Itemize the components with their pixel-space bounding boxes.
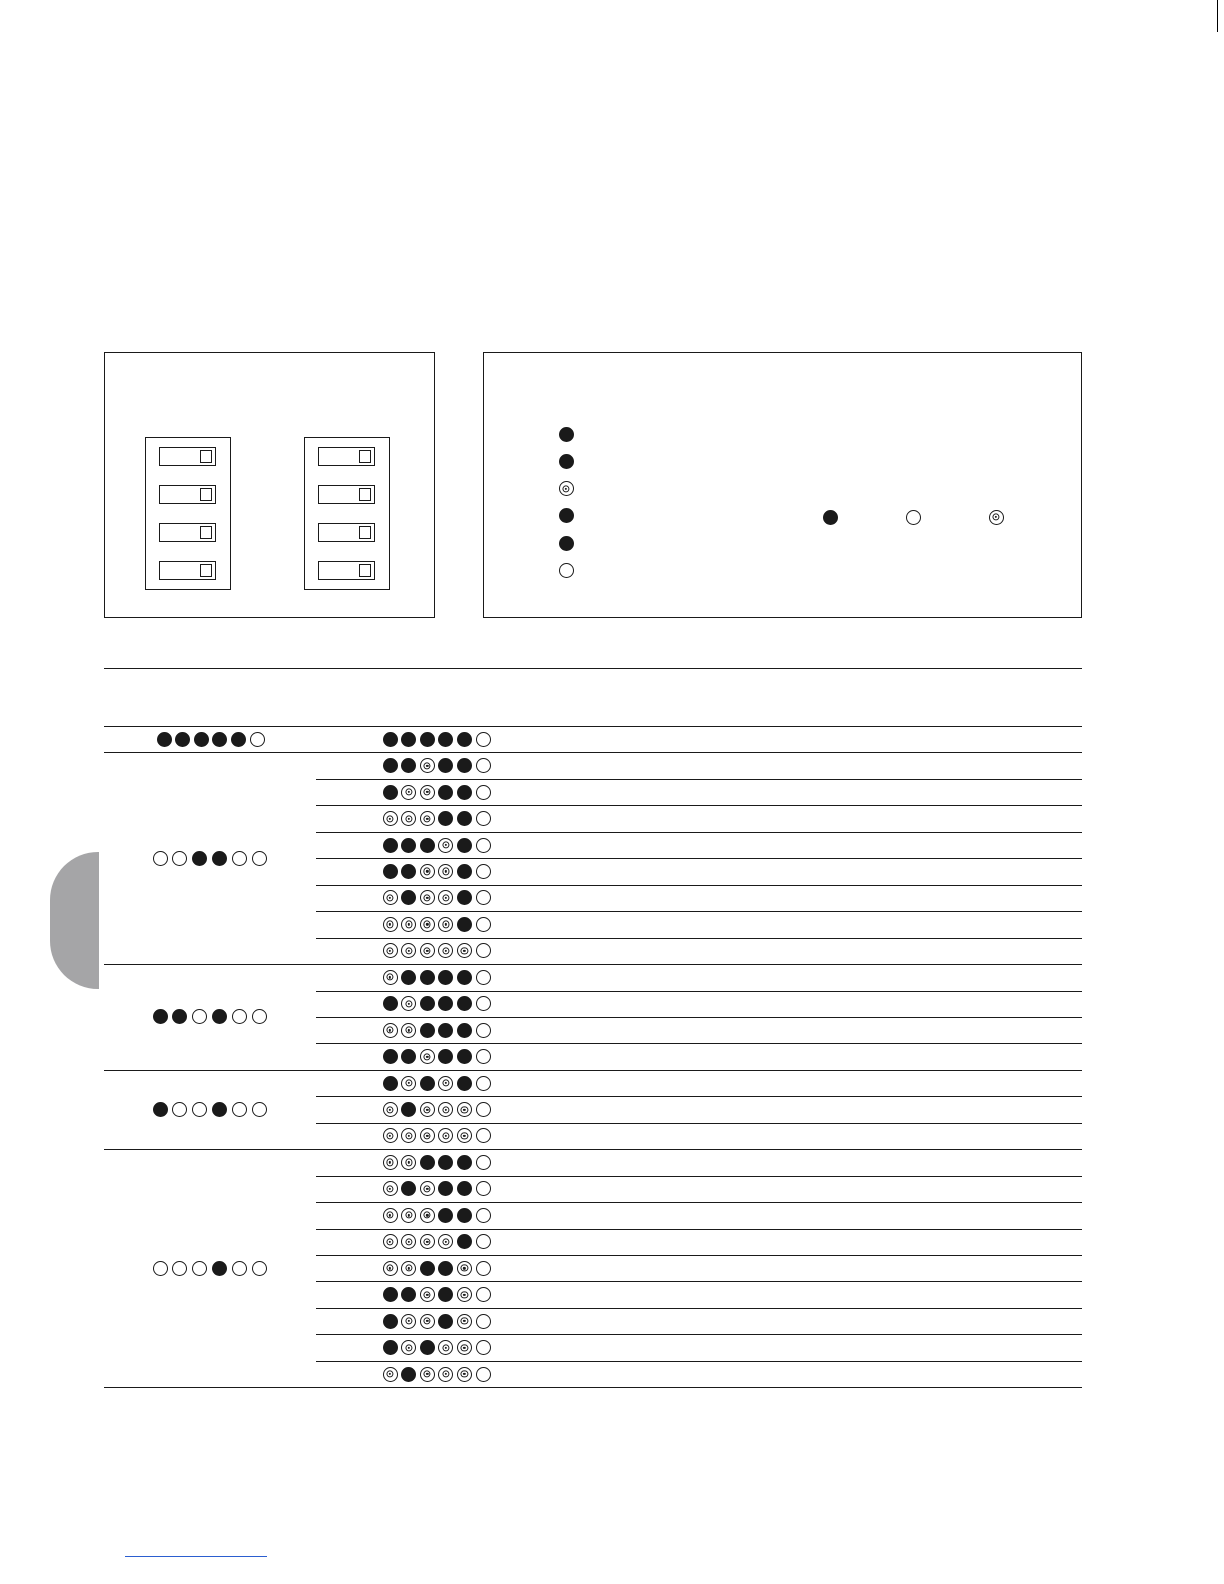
led-on-icon: [212, 1102, 227, 1117]
led-off-icon: [476, 1023, 491, 1038]
led-blink-icon: [438, 1234, 453, 1249]
led-off-icon: [476, 890, 491, 905]
led-blink-icon: [383, 917, 398, 932]
led-off-icon: [232, 1102, 247, 1117]
led-on-icon: [457, 732, 472, 747]
led-blink-icon: [457, 1102, 472, 1117]
led-on-icon: [457, 1076, 472, 1091]
led-blink-icon: [383, 1181, 398, 1196]
led-on-icon: [420, 838, 435, 853]
led-on-icon: [438, 996, 453, 1011]
led-blink-icon: [401, 1208, 416, 1223]
led-off-icon: [476, 864, 491, 879]
legend-led-on-icon: [559, 454, 574, 469]
led-on-icon: [438, 1261, 453, 1276]
legend-led-off-icon: [559, 563, 574, 578]
led-blink-icon: [420, 1049, 435, 1064]
table-row-rule: [316, 1202, 1082, 1203]
led-on-icon: [383, 1287, 398, 1302]
led-on-icon: [438, 732, 453, 747]
led-off-icon: [232, 851, 247, 866]
led-blink-icon: [383, 1261, 398, 1276]
led-blink-icon: [420, 1287, 435, 1302]
led-off-icon: [476, 1314, 491, 1329]
led-blink-icon: [420, 1314, 435, 1329]
led-blink-icon: [401, 1314, 416, 1329]
led-on-icon: [457, 1155, 472, 1170]
led-off-icon: [476, 1367, 491, 1382]
led-on-icon: [438, 1155, 453, 1170]
led-off-icon: [476, 943, 491, 958]
led-blink-icon: [438, 1102, 453, 1117]
led-blink-icon: [420, 1367, 435, 1382]
led-on-icon: [438, 811, 453, 826]
led-on-icon: [457, 785, 472, 800]
led-off-icon: [172, 851, 187, 866]
table-row-rule: [316, 1229, 1082, 1230]
legend-led-on-icon: [559, 508, 574, 523]
led-on-icon: [172, 1009, 187, 1024]
legend-led-blink-icon: [559, 481, 574, 496]
led-on-icon: [212, 732, 227, 747]
led-on-icon: [401, 732, 416, 747]
led-off-icon: [476, 970, 491, 985]
table-row-rule: [316, 779, 1082, 780]
table-row-rule: [316, 938, 1082, 939]
led-on-icon: [420, 1340, 435, 1355]
led-blink-icon: [401, 1076, 416, 1091]
led-blink-icon: [438, 1076, 453, 1091]
led-on-icon: [420, 732, 435, 747]
led-off-icon: [153, 851, 168, 866]
led-on-icon: [383, 1049, 398, 1064]
led-on-icon: [401, 1102, 416, 1117]
led-on-icon: [457, 864, 472, 879]
table-row-rule: [316, 805, 1082, 806]
led-on-icon: [457, 1049, 472, 1064]
table-row-rule: [316, 1361, 1082, 1362]
led-blink-icon: [420, 1102, 435, 1117]
led-off-icon: [476, 1261, 491, 1276]
led-blink-icon: [420, 890, 435, 905]
led-on-icon: [383, 996, 398, 1011]
led-off-icon: [476, 1340, 491, 1355]
led-blink-icon: [401, 811, 416, 826]
led-blink-icon: [457, 1287, 472, 1302]
led-on-icon: [212, 851, 227, 866]
dip-bank-left: [145, 437, 231, 590]
led-blink-icon: [420, 811, 435, 826]
led-on-icon: [420, 996, 435, 1011]
led-blink-icon: [383, 1155, 398, 1170]
led-blink-icon: [420, 1181, 435, 1196]
table-header-rule: [104, 726, 1082, 727]
legend-led-on-icon: [559, 536, 574, 551]
led-off-icon: [476, 917, 491, 932]
table-row-rule: [316, 911, 1082, 912]
led-on-icon: [457, 1234, 472, 1249]
led-blink-icon: [438, 864, 453, 879]
led-on-icon: [192, 851, 207, 866]
led-off-icon: [192, 1009, 207, 1024]
led-on-icon: [383, 758, 398, 773]
led-on-icon: [194, 732, 209, 747]
led-blink-icon: [457, 1128, 472, 1143]
table-top-rule: [104, 668, 1082, 669]
led-on-icon: [457, 1181, 472, 1196]
led-on-icon: [438, 1287, 453, 1302]
led-blink-icon: [401, 1128, 416, 1143]
table-row-rule: [316, 1096, 1082, 1097]
led-blink-icon: [457, 1340, 472, 1355]
led-blink-icon: [438, 1128, 453, 1143]
led-off-icon: [252, 851, 267, 866]
dip-switch[interactable]: [318, 523, 375, 542]
table-row-rule: [316, 1281, 1082, 1282]
led-off-icon: [476, 1181, 491, 1196]
dip-switch-knob: [359, 526, 371, 539]
led-off-icon: [476, 1234, 491, 1249]
dip-switch-knob: [200, 564, 212, 577]
table-row-rule: [316, 1043, 1082, 1044]
led-off-icon: [192, 1261, 207, 1276]
led-off-icon: [476, 811, 491, 826]
dip-switch-knob: [200, 526, 212, 539]
led-on-icon: [383, 785, 398, 800]
table-row-rule: [316, 885, 1082, 886]
legend-led-on-icon: [559, 427, 574, 442]
led-blink-icon: [420, 1128, 435, 1143]
table-row-rule: [316, 991, 1082, 992]
led-on-icon: [420, 970, 435, 985]
led-blink-icon: [401, 785, 416, 800]
footer-rule: [125, 1556, 267, 1557]
table-group-rule: [104, 1387, 1082, 1388]
table-group-rule: [104, 752, 1082, 753]
led-on-icon: [420, 1023, 435, 1038]
led-blink-icon: [457, 1367, 472, 1382]
led-blink-icon: [457, 1314, 472, 1329]
led-off-icon: [192, 1102, 207, 1117]
led-blink-icon: [401, 1261, 416, 1276]
led-blink-icon: [401, 1155, 416, 1170]
led-blink-icon: [383, 1023, 398, 1038]
led-on-icon: [153, 1009, 168, 1024]
led-blink-icon: [420, 758, 435, 773]
led-off-icon: [476, 1128, 491, 1143]
dip-switch-knob: [359, 564, 371, 577]
dip-switch[interactable]: [318, 485, 375, 504]
led-blink-icon: [457, 943, 472, 958]
dip-switch[interactable]: [318, 561, 375, 580]
led-blink-icon: [383, 970, 398, 985]
led-off-icon: [250, 732, 265, 747]
dip-switch-knob: [359, 488, 371, 501]
led-off-icon: [153, 1261, 168, 1276]
led-on-icon: [401, 970, 416, 985]
led-on-icon: [401, 864, 416, 879]
led-off-icon: [172, 1261, 187, 1276]
led-on-icon: [438, 1049, 453, 1064]
led-off-icon: [476, 1102, 491, 1117]
dip-switch-knob: [359, 450, 371, 463]
led-blink-icon: [420, 1234, 435, 1249]
led-on-icon: [212, 1261, 227, 1276]
led-blink-icon: [383, 1234, 398, 1249]
table-row-rule: [316, 832, 1082, 833]
led-on-icon: [231, 732, 246, 747]
led-blink-icon: [438, 838, 453, 853]
table-group-rule: [104, 1070, 1082, 1071]
led-blink-icon: [438, 890, 453, 905]
led-on-icon: [175, 732, 190, 747]
led-blink-icon: [383, 1367, 398, 1382]
table-row-rule: [316, 1123, 1082, 1124]
led-off-icon: [476, 1287, 491, 1302]
led-off-icon: [476, 838, 491, 853]
dip-switch[interactable]: [318, 447, 375, 466]
led-off-icon: [476, 1208, 491, 1223]
table-row-rule: [316, 858, 1082, 859]
led-off-icon: [476, 732, 491, 747]
led-off-icon: [476, 785, 491, 800]
led-blink-icon: [401, 1340, 416, 1355]
led-blink-icon: [401, 1023, 416, 1038]
led-on-icon: [401, 1049, 416, 1064]
led-blink-icon: [420, 785, 435, 800]
led-off-icon: [476, 1155, 491, 1170]
led-blink-icon: [401, 917, 416, 932]
led-off-icon: [252, 1261, 267, 1276]
led-off-icon: [232, 1009, 247, 1024]
led-off-icon: [476, 758, 491, 773]
led-off-icon: [476, 996, 491, 1011]
led-on-icon: [383, 1314, 398, 1329]
led-on-icon: [401, 890, 416, 905]
led-on-icon: [401, 1367, 416, 1382]
led-blink-icon: [420, 1208, 435, 1223]
led-on-icon: [420, 1076, 435, 1091]
led-blink-icon: [438, 1340, 453, 1355]
led-blink-icon: [383, 1128, 398, 1143]
led-on-icon: [153, 1102, 168, 1117]
dip-switch[interactable]: [159, 561, 216, 580]
dip-bank-right: [304, 437, 390, 590]
led-blink-icon: [420, 943, 435, 958]
led-blink-icon: [383, 890, 398, 905]
led-blink-icon: [420, 917, 435, 932]
table-row-rule: [316, 1255, 1082, 1256]
dip-switch[interactable]: [159, 447, 216, 466]
table-row-rule: [316, 1334, 1082, 1335]
led-on-icon: [438, 970, 453, 985]
led-on-icon: [457, 890, 472, 905]
led-on-icon: [383, 1340, 398, 1355]
led-on-icon: [457, 811, 472, 826]
led-on-icon: [457, 970, 472, 985]
dip-switch-knob: [200, 488, 212, 501]
legend-key-off-icon: [906, 510, 921, 525]
table-row-rule: [316, 1176, 1082, 1177]
led-blink-icon: [383, 943, 398, 958]
led-blink-icon: [401, 1234, 416, 1249]
table-group-rule: [104, 1149, 1082, 1150]
led-on-icon: [438, 1208, 453, 1223]
legend-key-blink-icon: [989, 510, 1004, 525]
led-on-icon: [420, 1155, 435, 1170]
led-blink-icon: [438, 917, 453, 932]
led-on-icon: [401, 1287, 416, 1302]
led-blink-icon: [401, 943, 416, 958]
led-on-icon: [401, 1181, 416, 1196]
led-on-icon: [438, 1023, 453, 1038]
led-blink-icon: [383, 1208, 398, 1223]
chapter-tab: [50, 852, 99, 989]
led-on-icon: [438, 1314, 453, 1329]
led-on-icon: [383, 1076, 398, 1091]
table-group-rule: [104, 964, 1082, 965]
led-on-icon: [438, 758, 453, 773]
crop-mark: [1217, 0, 1218, 32]
led-on-icon: [157, 732, 172, 747]
led-on-icon: [457, 1023, 472, 1038]
table-row-rule: [316, 1017, 1082, 1018]
legend-key-on-icon: [823, 510, 838, 525]
led-blink-icon: [457, 1261, 472, 1276]
dip-switch[interactable]: [159, 485, 216, 504]
led-blink-icon: [420, 864, 435, 879]
table-row-rule: [316, 1308, 1082, 1309]
led-on-icon: [438, 1181, 453, 1196]
led-off-icon: [232, 1261, 247, 1276]
led-on-icon: [383, 838, 398, 853]
led-on-icon: [383, 864, 398, 879]
led-on-icon: [457, 917, 472, 932]
dip-switch-knob: [200, 450, 212, 463]
led-on-icon: [401, 838, 416, 853]
led-off-icon: [172, 1102, 187, 1117]
led-blink-icon: [383, 1102, 398, 1117]
led-off-icon: [252, 1009, 267, 1024]
led-off-icon: [252, 1102, 267, 1117]
led-on-icon: [457, 996, 472, 1011]
dip-switch[interactable]: [159, 523, 216, 542]
led-on-icon: [457, 1208, 472, 1223]
led-blink-icon: [383, 811, 398, 826]
led-off-icon: [476, 1076, 491, 1091]
led-blink-icon: [438, 1367, 453, 1382]
led-on-icon: [457, 838, 472, 853]
led-on-icon: [420, 1261, 435, 1276]
led-blink-icon: [401, 996, 416, 1011]
led-on-icon: [383, 732, 398, 747]
led-on-icon: [401, 758, 416, 773]
led-on-icon: [457, 758, 472, 773]
led-blink-icon: [438, 943, 453, 958]
led-off-icon: [476, 1049, 491, 1064]
led-on-icon: [212, 1009, 227, 1024]
led-on-icon: [438, 785, 453, 800]
